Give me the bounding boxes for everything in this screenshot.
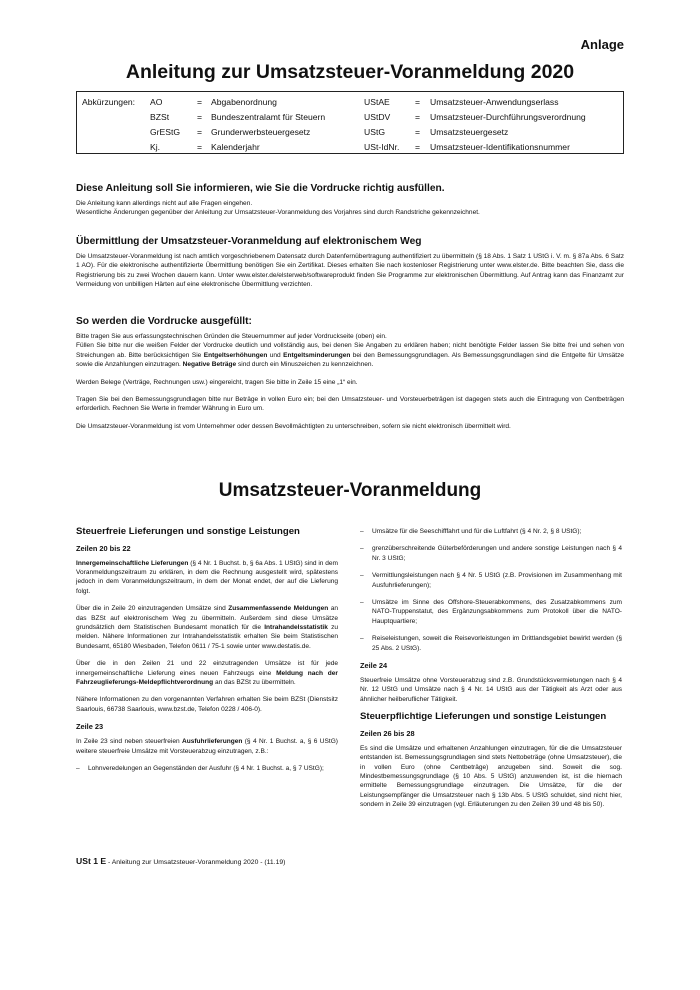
intro-heading: Diese Anleitung soll Sie informieren, wie Sie die Vordrucke richtig ausfüllen.: [76, 183, 445, 194]
dash-bullet: –: [360, 528, 364, 535]
dash-bullet: –: [360, 635, 364, 643]
fill-heading: So werden die Vordrucke ausgefüllt:: [76, 316, 252, 327]
right-column: [360, 527, 622, 818]
abbr-code: UStG: [364, 127, 386, 137]
abbr-code: USt-IdNr.: [364, 142, 400, 152]
list-item-text: Vermittlungsleistungen nach § 4 Nr. 5 UStG (z.B. Provisionen im Zusammenhang mit Ausfuhrlieferungen);: [372, 572, 622, 589]
abbreviations-table: [76, 91, 624, 154]
text-run: (§ 4 Nr. 1 Buchst. b, § 6a Abs. 1 UStG) sind in dem Voranmeldungszeitraum zu erklären, in dem die Rechnung ausgestellt wird, spätestens jedoch in dem Voranmeldungszeitraum, in dem der Monat endet, der auf die Lieferung folgt.: [76, 559, 338, 595]
list-item: [360, 544, 622, 563]
fill-paragraph: Tragen Sie bei den Bemessungsgrundlagen bitte nur Beträge in vollen Euro ein; bei den Umsatzsteuer- und Vorsteuerbeträgen ist dagegen stets auch die Eintragung von Centbeträgen erforderlich. Rechnen Sie Werte in fremder Währung in Euro um.: [76, 396, 624, 413]
abbr-equals: =: [415, 97, 421, 107]
transmission-heading: Übermittlung der Umsatzsteuer-Voranmeldung auf elektronischem Weg: [76, 236, 422, 247]
text-run: In Zeile 23 sind neben steuerfreien: [76, 738, 182, 746]
list-item-text: grenzüberschreitende Güterbeförderungen und andere sonstige Leistungen nach § 4 Nr. 3 UStG;: [372, 545, 622, 562]
bold-run: Innergemeinschaftliche Lieferungen: [76, 559, 189, 567]
abbr-meaning: Grunderwerbsteuergesetz: [211, 127, 311, 137]
list-item-text: Reiseleistungen, soweit die Reisevorleistungen im Drittlandsgebiet bewirkt werden (§ 25 Abs. 2 UStG).: [372, 635, 622, 652]
intro-text: Die Anleitung kann allerdings nicht auf alle Fragen eingehen. Wesentliche Änderungen gegenüber der Anleitung zur Umsatzsteuer-Voranmeldung des Vorjahres sind durch Randstriche gekennzeichnet.: [76, 200, 480, 217]
intro-section: [76, 183, 624, 226]
fill-paragraph: Die Umsatzsteuer-Voranmeldung ist vom Unternehmer oder dessen Bevollmächtigten zu unterschreiben, sofern sie nicht elektronisch übermittelt wird.: [76, 422, 511, 430]
abbr-code: UStAE: [364, 97, 390, 107]
list-item: [360, 571, 622, 590]
column-paragraph: Steuerfreie Umsätze ohne Vorsteuerabzug sind z.B. Grundstücksvermietungen nach § 4 Nr. 12 UStG und Umsätze nach § 4 Nr. 14 UStG aus der Tätigkeit als Arzt oder aus ähnlicher heilberuflicher Tätigkeit.: [360, 677, 622, 703]
abbr-code: UStDV: [364, 112, 391, 122]
abbr-meaning: Abgabenordnung: [211, 97, 277, 107]
text-run: Über die in Zeile 20 einzutragenden Umsätze sind: [76, 605, 229, 613]
bold-run: Negative Beträge: [182, 361, 237, 369]
line-reference: Zeilen 20 bis 22: [76, 543, 131, 553]
footer-text: - Anleitung zur Umsatzsteuer-Voranmeldung 2020 - (11.19): [106, 859, 286, 866]
text-run: Über die in den Zeilen 21 und 22 einzutragenden Umsätze ist für jede innergemeinschaftliche Lieferung eines neuen Fahrzeugs eine: [76, 660, 338, 677]
left-column: [76, 527, 338, 781]
dash-bullet: –: [360, 599, 364, 607]
column-paragraph: [76, 737, 338, 756]
list-item-text: Lohnveredelungen an Gegenständen der Ausfuhr (§ 4 Nr. 1 Buchst. a, § 7 UStG);: [88, 765, 324, 772]
line-reference: Zeilen 26 bis 28: [360, 728, 415, 738]
list-item: [360, 634, 622, 653]
transmission-section: [76, 236, 624, 298]
list-item-text: Umsätze für die Seeschifffahrt und für die Luftfahrt (§ 4 Nr. 2, § 8 UStG);: [372, 528, 582, 535]
fill-section: [76, 316, 624, 439]
bold-run: Zusammenfassende Meldungen: [228, 605, 329, 613]
bold-run: Ausfuhrlieferungen: [181, 738, 243, 746]
abbr-code: BZSt: [150, 112, 170, 122]
transmission-text: Die Umsatzsteuer-Voranmeldung ist nach amtlich vorgeschriebenem Datensatz durch Datenfernübertragung authentifiziert zu übermitteln (§ 18 Abs. 1 Satz 1 UStG i. V. m. § 87a Abs. 6 Satz 1 AO). Für die elektronische authentifizierte Übermittlung benötigen Sie ein Zertifikat. Dieses erhalten Sie nach kostenloser Registrierung unter www.elster.de. Bitte beachten Sie, dass die Registrierung bis zu zwei Wochen dauern kann. Unter www.elster.de/elsterweb/softwareprodukt finden Sie Programme zur elektronischen Übermittlung. Auf Antrag kann das Finanzamt zur Vermeidung von unbilligen Härten auf eine elektronische Übermittlung verzichten.: [76, 253, 624, 289]
line-reference: Zeile 24: [360, 661, 388, 671]
column-heading: Steuerpflichtige Lieferungen und sonstige Leistungen: [360, 711, 607, 723]
bold-run: Entgeltsminderungen: [283, 351, 351, 359]
abbr-equals: =: [197, 112, 203, 122]
abbr-meaning: Umsatzsteuer-Anwendungserlass: [430, 97, 559, 107]
abbr-meaning: Umsatzsteuer-Identifikationsnummer: [430, 142, 570, 152]
list-item: [76, 764, 338, 773]
text-run: bei den Bemessungsgrundlagen. Als Bemessungsgrundlagen sind die Entgelte für Umsätze sowie die Anzahlungen einzutragen.: [76, 351, 624, 369]
document-title: Anleitung zur Umsatzsteuer-Voranmeldung 2020: [125, 61, 575, 83]
column-paragraph: Es sind die Umsätze und erhaltenen Anzahlungen einzutragen, für die die Umsatzsteuer entstanden ist. Bemessungsgrundlagen sind stets Nettobeträge (ohne Umsatzsteuer), die in vollen Euro (ohne Centbeträge) anzugeben sind. Soweit die sog. Mindestbemessungsgrundlage (§ 10 Abs. 5 UStG) anzuwenden ist, ist die hiernach ermittelte Bemessungsgrundlage einzutragen. Die Umsätze, für die der Leistungsempfänger die Umsatzsteuer nach § 13b Abs. 5 UStG schuldet, sind nicht hier, sondern in Zeile 39 einzutragen (vgl. Erläuterungen zu den Zeilen 39 und 48 bis 50).: [360, 744, 622, 809]
dash-bullet: –: [76, 765, 80, 772]
fill-paragraph: Werden Belege (Verträge, Rechnungen usw.) eingereicht, tragen Sie bitte in Zeile 15 eine „1“ ein.: [76, 378, 358, 386]
abbr-equals: =: [415, 142, 421, 152]
abbr-code: Kj.: [150, 142, 161, 152]
column-paragraph: Nähere Informationen zu den vorgenannten Verfahren erhalten Sie beim BZSt (Dienstsitz Saarlouis, 66738 Saarlouis, www.bzst.de, Telefon 0228 / 406-0).: [76, 696, 338, 713]
text-run: an das BZSt auf elektronischem Weg zu übermitteln. Außerdem sind diese Umsätze grundsätzlich dem Statistischen Bundesamt monatlich für die: [76, 605, 338, 631]
text-run: an das BZSt zu übermitteln.: [213, 678, 296, 686]
bold-run: Meldung nach der Fahrzeuglieferungs-Meldepflichtverordnung: [76, 669, 338, 686]
fill-paragraph: [76, 332, 624, 370]
abbr-code: GrEStG: [150, 127, 181, 137]
dash-bullet: –: [360, 572, 364, 580]
dash-bullet: –: [360, 545, 364, 553]
abbr-meaning: Umsatzsteuergesetz: [430, 127, 509, 137]
column-paragraph: [76, 559, 338, 597]
form-code: USt 1 E: [76, 856, 107, 866]
abbr-code: AO: [150, 97, 163, 107]
bold-run: Entgeltserhöhungen: [203, 351, 268, 359]
bold-run: Intrahandelsstatistik: [264, 623, 328, 631]
line-reference: Zeile 23: [76, 722, 104, 732]
abbr-meaning: Bundeszentralamt für Steuern: [211, 112, 326, 122]
text-run: zu melden. Nähere Informationen zur Intrahandelsstatistik erhalten Sie beim Statistischen Bundesamt, 65180 Wiesbaden, Telefon 0611 / 75-1 sowie unter www.destatis.de.: [76, 623, 338, 650]
text-run: (§ 4 Nr. 1 Buchst. a, § 6 UStG) weitere steuerfreie Umsätze mit Vorsteuerabzug einzutragen, z.B.:: [76, 738, 338, 755]
text-run: und: [267, 351, 284, 359]
column-heading: Steuerfreie Lieferungen und sonstige Leistungen: [76, 526, 300, 537]
list-item: [360, 527, 622, 536]
column-paragraph: [76, 659, 338, 687]
abbr-meaning: Umsatzsteuer-Durchführungsverordnung: [430, 112, 586, 122]
list-item-text: Umsätze im Sinne des Offshore-Steuerabkommens, des Zusatzabkommens zum NATO-Truppenstatut, des Ergänzungsabkommens zum Protokoll über die NATO-Hauptquartiere;: [372, 599, 622, 625]
abbr-equals: =: [415, 112, 421, 122]
page-footer: [76, 856, 285, 866]
abbr-equals: =: [197, 142, 203, 152]
abbr-equals: =: [415, 127, 421, 137]
abbr-equals: =: [197, 97, 203, 107]
abbreviations-label: Abkürzungen:: [82, 97, 136, 107]
section-title: Umsatzsteuer-Voranmeldung: [218, 480, 482, 501]
abbr-meaning: Kalenderjahr: [211, 142, 260, 152]
list-item: [360, 598, 622, 626]
attachment-label: Anlage: [580, 37, 624, 52]
text-run: Bitte tragen Sie aus erfassungstechnischen Gründen die Steuernummer auf jeder Vordruckseite (oben) ein. Füllen Sie bitte nur die weißen Felder der Vordrucke deutlich und vollständig aus, bei denen Sie Angaben zu erklären haben; nicht benötigte Felder lassen Sie bitte frei und sehen von Streichungen ab. Bitte berücksichtigen Sie: [76, 333, 624, 359]
column-paragraph: [76, 604, 338, 651]
abbr-equals: =: [197, 127, 203, 137]
text-run: sind durch ein Minuszeichen zu kennzeichnen.: [236, 361, 374, 369]
